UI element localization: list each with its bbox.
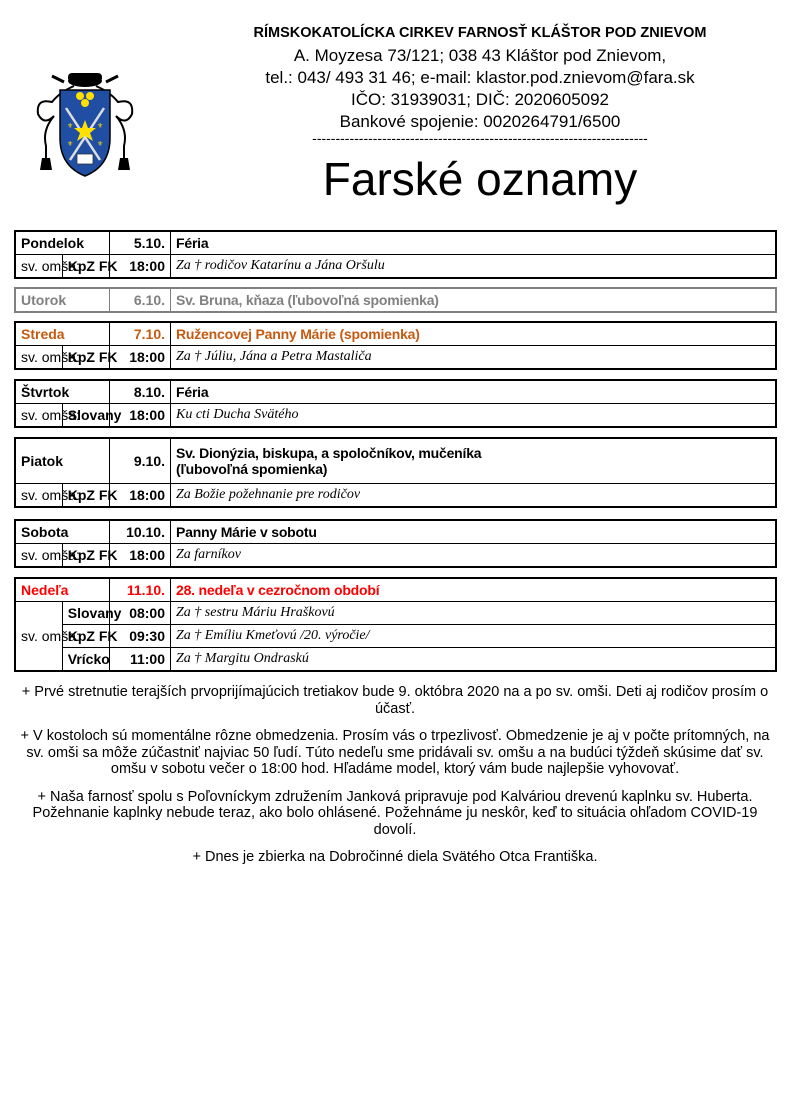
mass-intention: Za † Júliu, Jána a Petra Mastaliča xyxy=(171,346,777,370)
mass-row xyxy=(15,404,776,428)
mass-time: 18:00 xyxy=(110,346,171,370)
mass-place: KpZ FK xyxy=(62,346,109,370)
mass-place: KpZ FK xyxy=(62,255,109,279)
mass-intention: Za Božie požehnanie pre rodičov xyxy=(171,484,777,508)
celebration xyxy=(171,520,777,544)
celebration xyxy=(171,380,777,404)
mass-time: 18:00 xyxy=(110,544,171,568)
day-block xyxy=(14,519,777,568)
day-name: Sobota xyxy=(15,520,110,544)
celebration xyxy=(171,231,777,255)
day-block xyxy=(14,321,777,370)
mass-label: sv. omša: xyxy=(15,602,62,672)
celebration-title: Féria xyxy=(176,384,209,400)
celebration-title: 28. nedeľa v cezročnom období xyxy=(176,582,380,598)
mass-place: KpZ FK xyxy=(62,625,109,648)
header-divider: ------------------------------------------------------------------------ xyxy=(312,130,648,146)
mass-row xyxy=(15,544,776,568)
day-name: Štvrtok xyxy=(15,380,110,404)
mass-intention: Za † Margitu Ondraskú xyxy=(171,648,777,672)
mass-time: 09:30 xyxy=(110,625,171,648)
day-header-row xyxy=(15,438,776,484)
mass-row xyxy=(15,648,776,672)
mass-label: sv. omša: xyxy=(15,255,62,279)
announcements xyxy=(14,684,776,877)
svg-text:⚜: ⚜ xyxy=(97,141,104,148)
day-header-row xyxy=(15,578,776,602)
day-block xyxy=(14,379,777,428)
mass-intention: Ku cti Ducha Svätého xyxy=(171,404,777,428)
day-date: 11.10. xyxy=(110,578,171,602)
mass-time: 18:00 xyxy=(110,404,171,428)
day-name: Pondelok xyxy=(15,231,110,255)
celebration-title: Ružencovej Panny Márie (spomienka) xyxy=(176,326,420,342)
address: A. Moyzesa 73/121; 038 43 Kláštor pod Znievom, xyxy=(293,46,667,65)
mass-label: sv. omša: xyxy=(15,484,62,508)
bank-account: Bankové spojenie: 0020264791/6500 xyxy=(339,112,621,131)
day-name: Streda xyxy=(15,322,110,346)
mass-place: Vrícko xyxy=(62,648,109,672)
day-block xyxy=(14,437,777,508)
svg-text:⚜: ⚜ xyxy=(97,123,104,130)
day-date: 8.10. xyxy=(110,380,171,404)
day-name: Piatok xyxy=(15,438,110,484)
mass-row xyxy=(15,346,776,370)
celebration xyxy=(171,322,777,346)
mass-label: sv. omša: xyxy=(15,404,62,428)
day-date: 9.10. xyxy=(110,438,171,484)
mass-row xyxy=(15,255,776,279)
mass-time: 08:00 xyxy=(110,602,171,625)
svg-text:⚜: ⚜ xyxy=(67,141,74,148)
mass-row xyxy=(15,625,776,648)
mass-intention: Za † rodičov Katarínu a Jána Oršulu xyxy=(171,255,777,279)
mass-intention: Za † Emíliu Kmeťovú /20. výročie/ xyxy=(171,625,777,648)
day-header-row xyxy=(15,520,776,544)
celebration-title: Panny Márie v sobotu xyxy=(176,524,317,540)
mass-label: sv. omša: xyxy=(15,346,62,370)
organization-name: RÍMSKOKATOLÍCKA CIRKEV FARNOSŤ KLÁŠTOR POD ZNIEVOM xyxy=(253,25,707,41)
day-block xyxy=(14,230,777,279)
day-date: 6.10. xyxy=(110,288,171,312)
parish-coat-of-arms-icon xyxy=(30,68,140,180)
mass-time: 18:00 xyxy=(110,484,171,508)
celebration xyxy=(171,438,777,484)
page-title: Farské oznamy xyxy=(322,153,638,205)
day-block xyxy=(14,287,777,313)
celebration-title: Féria xyxy=(176,235,209,251)
announcement-item: + Naša farnosť spolu s Poľovníckym združením Janková pripravuje pod Kalváriou drevenú kaplnku sv. Huberta. Požehnanie kaplnky nebude teraz, ako bolo ohlásené. Požehnáme ju neskôr, keď to situácia ohľadom COVID-19 dovolí. xyxy=(32,788,758,838)
mass-place: Slovany xyxy=(62,404,109,428)
tax-ids: IČO: 31939031; DIČ: 2020605092 xyxy=(350,90,610,109)
day-date: 10.10. xyxy=(110,520,171,544)
day-header-row xyxy=(15,380,776,404)
announcement-item: + Prvé stretnutie terajších prvoprijímajúcich tretiakov bude 9. októbra 2020 na a po sv. omši. Deti aj rodičov prosím o účasť. xyxy=(21,684,769,717)
day-name: Nedeľa xyxy=(15,578,110,602)
svg-text:⚜: ⚜ xyxy=(67,123,74,130)
mass-time: 18:00 xyxy=(110,255,171,279)
contact-info: tel.: 043/ 493 31 46; e-mail: klastor.pod.znievom@fara.sk xyxy=(265,68,695,87)
mass-place: KpZ FK xyxy=(62,484,109,508)
celebration-rank: (ľubovoľná spomienka) xyxy=(176,461,328,477)
day-header-row xyxy=(15,288,776,312)
day-header-row xyxy=(15,322,776,346)
day-block xyxy=(14,577,777,672)
mass-intention: Za farníkov xyxy=(171,544,777,568)
mass-label: sv. omša: xyxy=(15,544,62,568)
day-name: Utorok xyxy=(15,288,110,312)
announcement-item: + Dnes je zbierka na Dobročinné diela Svätého Otca Františka. xyxy=(192,849,598,865)
mass-time: 11:00 xyxy=(110,648,171,672)
celebration xyxy=(171,288,777,312)
celebration-title: Sv. Bruna, kňaza (ľubovoľná spomienka) xyxy=(176,292,439,308)
day-header-row xyxy=(15,231,776,255)
day-date: 5.10. xyxy=(110,231,171,255)
celebration xyxy=(171,578,777,602)
celebration-title: Sv. Dionýzia, biskupa, a spoločníkov, mučeníka xyxy=(176,445,482,461)
mass-place: KpZ FK xyxy=(62,544,109,568)
announcement-item: + V kostoloch sú momentálne rôzne obmedzenia. Prosím vás o trpezlivosť. Obmedzenie je aj v počte prítomných, na sv. omši sa môže zúčastniť najviac 50 ľudí. Túto nedeľu sme pridávali sv. omšu a na budúci týždeň skúsime dať sv. omšu v sobotu večer o 18:00 hod. Hľadáme model, ktorý vám bude najlepšie vyhovovať. xyxy=(20,728,770,777)
mass-intention: Za † sestru Máriu Hraškovú xyxy=(171,602,777,625)
mass-row xyxy=(15,484,776,508)
mass-row xyxy=(15,602,776,625)
mass-place: Slovany xyxy=(62,602,109,625)
day-date: 7.10. xyxy=(110,322,171,346)
